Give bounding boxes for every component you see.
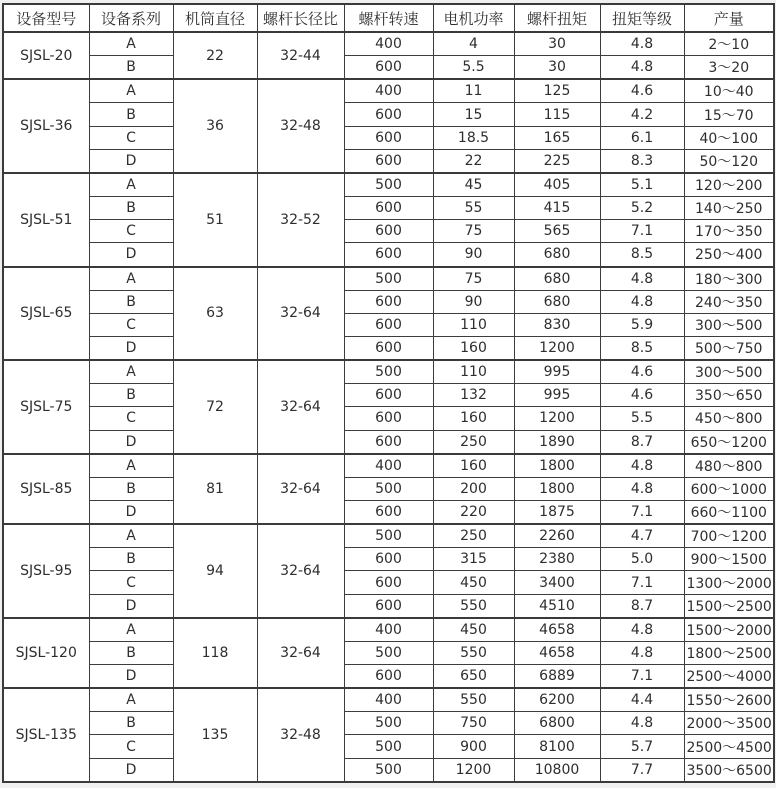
speed-cell: 600 (344, 384, 433, 407)
table-row (3, 477, 774, 500)
torque-cell: 165 (514, 126, 600, 149)
torque-cell: 565 (514, 220, 600, 243)
ld-ratio-cell: 32-48 (257, 79, 344, 173)
output-cell: 350～650 (684, 384, 774, 407)
torque-cell: 225 (514, 149, 600, 173)
power-cell: 4 (433, 32, 514, 56)
grade-cell: 4.8 (600, 267, 684, 291)
speed-cell: 600 (344, 571, 433, 594)
grade-cell: 8.7 (600, 430, 684, 454)
speed-cell: 400 (344, 618, 433, 642)
table-row (3, 360, 774, 384)
ld-ratio-cell: 32-52 (257, 173, 344, 267)
torque-cell: 115 (514, 103, 600, 126)
table-row (3, 336, 774, 360)
output-cell: 3500～6500 (684, 758, 774, 782)
series-cell: B (89, 641, 173, 664)
model-cell: SJSL-65 (3, 267, 89, 361)
model-cell: SJSL-20 (3, 32, 89, 79)
speed-cell: 600 (344, 665, 433, 689)
table-row (3, 712, 774, 735)
table-row (3, 32, 774, 56)
series-cell: C (89, 220, 173, 243)
series-cell: D (89, 243, 173, 267)
header-row (3, 4, 774, 32)
power-cell: 45 (433, 173, 514, 197)
grade-cell: 5.5 (600, 407, 684, 430)
series-cell: C (89, 313, 173, 336)
header-barrel-diameter: 机筒直径 (173, 4, 257, 32)
grade-cell: 4.8 (600, 290, 684, 313)
series-cell: B (89, 290, 173, 313)
grade-cell: 5.2 (600, 197, 684, 220)
output-cell: 500～750 (684, 336, 774, 360)
speed-cell: 600 (344, 197, 433, 220)
barrel-diameter-cell: 22 (173, 32, 257, 79)
table-row (3, 197, 774, 220)
table-row (3, 267, 774, 291)
series-cell: C (89, 407, 173, 430)
grade-cell: 8.3 (600, 149, 684, 173)
torque-cell: 2260 (514, 524, 600, 548)
ld-ratio-cell: 32-64 (257, 454, 344, 524)
grade-cell: 4.4 (600, 688, 684, 712)
grade-cell: 4.8 (600, 712, 684, 735)
power-cell: 75 (433, 220, 514, 243)
barrel-diameter-cell: 63 (173, 267, 257, 361)
table-row (3, 243, 774, 267)
model-cell: SJSL-135 (3, 688, 89, 782)
series-cell: B (89, 197, 173, 220)
grade-cell: 5.1 (600, 173, 684, 197)
table-row (3, 594, 774, 618)
speed-cell: 600 (344, 103, 433, 126)
output-cell: 180～300 (684, 267, 774, 291)
power-cell: 550 (433, 641, 514, 664)
speed-cell: 600 (344, 336, 433, 360)
power-cell: 650 (433, 665, 514, 689)
output-cell: 50～120 (684, 149, 774, 173)
model-cell: SJSL-51 (3, 173, 89, 267)
grade-cell: 8.5 (600, 243, 684, 267)
ld-ratio-cell: 32-64 (257, 618, 344, 688)
torque-cell: 6800 (514, 712, 600, 735)
series-cell: D (89, 758, 173, 782)
grade-cell: 4.8 (600, 618, 684, 642)
ld-ratio-cell: 32-48 (257, 688, 344, 782)
torque-cell: 1200 (514, 407, 600, 430)
series-cell: D (89, 500, 173, 524)
ld-ratio-cell: 32-64 (257, 360, 344, 454)
output-cell: 1500～2000 (684, 618, 774, 642)
torque-cell: 1875 (514, 500, 600, 524)
torque-cell: 30 (514, 32, 600, 56)
table-row (3, 56, 774, 80)
output-cell: 300～500 (684, 360, 774, 384)
power-cell: 55 (433, 197, 514, 220)
ld-ratio-cell: 32-64 (257, 524, 344, 618)
grade-cell: 7.1 (600, 500, 684, 524)
torque-cell: 4658 (514, 641, 600, 664)
series-cell: B (89, 548, 173, 571)
power-cell: 250 (433, 524, 514, 548)
model-cell: SJSL-95 (3, 524, 89, 618)
output-cell: 1550～2600 (684, 688, 774, 712)
table-row (3, 758, 774, 782)
header-torque-grade: 扭矩等级 (600, 4, 684, 32)
speed-cell: 500 (344, 758, 433, 782)
table-row (3, 290, 774, 313)
series-cell: A (89, 267, 173, 291)
header-screw-speed: 螺杆转速 (344, 4, 433, 32)
series-cell: B (89, 477, 173, 500)
output-cell: 140～250 (684, 197, 774, 220)
torque-cell: 1800 (514, 477, 600, 500)
power-cell: 110 (433, 360, 514, 384)
series-cell: A (89, 79, 173, 103)
power-cell: 160 (433, 454, 514, 478)
output-cell: 170～350 (684, 220, 774, 243)
speed-cell: 500 (344, 173, 433, 197)
output-cell: 450～800 (684, 407, 774, 430)
output-cell: 40～100 (684, 126, 774, 149)
power-cell: 90 (433, 290, 514, 313)
torque-cell: 1800 (514, 454, 600, 478)
table-row (3, 173, 774, 197)
series-cell: D (89, 594, 173, 618)
torque-cell: 125 (514, 79, 600, 103)
series-cell: A (89, 173, 173, 197)
table-row (3, 548, 774, 571)
power-cell: 15 (433, 103, 514, 126)
output-cell: 600～1000 (684, 477, 774, 500)
table-row (3, 524, 774, 548)
grade-cell: 7.1 (600, 220, 684, 243)
grade-cell: 4.2 (600, 103, 684, 126)
output-cell: 480～800 (684, 454, 774, 478)
grade-cell: 5.9 (600, 313, 684, 336)
table-row (3, 618, 774, 642)
output-cell: 2500～4500 (684, 735, 774, 758)
table-body (3, 32, 774, 782)
grade-cell: 4.8 (600, 56, 684, 80)
torque-cell: 6889 (514, 665, 600, 689)
torque-cell: 8100 (514, 735, 600, 758)
speed-cell: 500 (344, 712, 433, 735)
series-cell: A (89, 524, 173, 548)
series-cell: C (89, 571, 173, 594)
speed-cell: 600 (344, 548, 433, 571)
power-cell: 110 (433, 313, 514, 336)
power-cell: 450 (433, 618, 514, 642)
table-row (3, 641, 774, 664)
grade-cell: 4.8 (600, 32, 684, 56)
power-cell: 450 (433, 571, 514, 594)
table-row (3, 149, 774, 173)
series-cell: B (89, 384, 173, 407)
table-row (3, 665, 774, 689)
header-ld-ratio: 螺杆长径比 (257, 4, 344, 32)
grade-cell: 4.8 (600, 477, 684, 500)
speed-cell: 500 (344, 735, 433, 758)
table-row (3, 384, 774, 407)
speed-cell: 500 (344, 641, 433, 664)
output-cell: 3～20 (684, 56, 774, 80)
series-cell: B (89, 56, 173, 80)
output-cell: 15～70 (684, 103, 774, 126)
model-cell: SJSL-75 (3, 360, 89, 454)
speed-cell: 600 (344, 243, 433, 267)
torque-cell: 680 (514, 290, 600, 313)
table-row (3, 126, 774, 149)
power-cell: 550 (433, 688, 514, 712)
power-cell: 90 (433, 243, 514, 267)
speed-cell: 600 (344, 407, 433, 430)
barrel-diameter-cell: 72 (173, 360, 257, 454)
grade-cell: 4.6 (600, 79, 684, 103)
output-cell: 2～10 (684, 32, 774, 56)
header-motor-power: 电机功率 (433, 4, 514, 32)
barrel-diameter-cell: 135 (173, 688, 257, 782)
series-cell: A (89, 454, 173, 478)
output-cell: 300～500 (684, 313, 774, 336)
output-cell: 120～200 (684, 173, 774, 197)
barrel-diameter-cell: 118 (173, 618, 257, 688)
power-cell: 550 (433, 594, 514, 618)
speed-cell: 500 (344, 360, 433, 384)
power-cell: 132 (433, 384, 514, 407)
table-header (3, 4, 774, 32)
table-row (3, 103, 774, 126)
power-cell: 11 (433, 79, 514, 103)
output-cell: 240～350 (684, 290, 774, 313)
grade-cell: 6.1 (600, 126, 684, 149)
speed-cell: 600 (344, 430, 433, 454)
grade-cell: 4.7 (600, 524, 684, 548)
torque-cell: 405 (514, 173, 600, 197)
series-cell: A (89, 360, 173, 384)
series-cell: C (89, 126, 173, 149)
table-row (3, 430, 774, 454)
power-cell: 160 (433, 407, 514, 430)
speed-cell: 600 (344, 149, 433, 173)
torque-cell: 680 (514, 267, 600, 291)
table-row (3, 454, 774, 478)
barrel-diameter-cell: 81 (173, 454, 257, 524)
speed-cell: 400 (344, 688, 433, 712)
power-cell: 220 (433, 500, 514, 524)
torque-cell: 680 (514, 243, 600, 267)
grade-cell: 5.0 (600, 548, 684, 571)
speed-cell: 600 (344, 126, 433, 149)
power-cell: 315 (433, 548, 514, 571)
table-row (3, 500, 774, 524)
table-row (3, 735, 774, 758)
torque-cell: 830 (514, 313, 600, 336)
series-cell: A (89, 618, 173, 642)
torque-cell: 30 (514, 56, 600, 80)
equipment-spec-table (2, 3, 775, 783)
power-cell: 250 (433, 430, 514, 454)
power-cell: 900 (433, 735, 514, 758)
torque-cell: 995 (514, 384, 600, 407)
speed-cell: 500 (344, 267, 433, 291)
barrel-diameter-cell: 94 (173, 524, 257, 618)
header-series: 设备系列 (89, 4, 173, 32)
speed-cell: 600 (344, 290, 433, 313)
torque-cell: 6200 (514, 688, 600, 712)
series-cell: D (89, 665, 173, 689)
power-cell: 5.5 (433, 56, 514, 80)
output-cell: 2000～3500 (684, 712, 774, 735)
power-cell: 750 (433, 712, 514, 735)
grade-cell: 7.7 (600, 758, 684, 782)
speed-cell: 400 (344, 79, 433, 103)
series-cell: B (89, 103, 173, 126)
torque-cell: 415 (514, 197, 600, 220)
table-row (3, 407, 774, 430)
ld-ratio-cell: 32-44 (257, 32, 344, 79)
series-cell: C (89, 735, 173, 758)
grade-cell: 7.1 (600, 665, 684, 689)
table-row (3, 220, 774, 243)
torque-cell: 3400 (514, 571, 600, 594)
grade-cell: 4.6 (600, 384, 684, 407)
speed-cell: 600 (344, 56, 433, 80)
series-cell: B (89, 712, 173, 735)
power-cell: 160 (433, 336, 514, 360)
speed-cell: 600 (344, 500, 433, 524)
model-cell: SJSL-85 (3, 454, 89, 524)
output-cell: 650～1200 (684, 430, 774, 454)
barrel-diameter-cell: 51 (173, 173, 257, 267)
grade-cell: 7.1 (600, 571, 684, 594)
grade-cell: 4.6 (600, 360, 684, 384)
output-cell: 700～1200 (684, 524, 774, 548)
grade-cell: 5.7 (600, 735, 684, 758)
header-output: 产量 (684, 4, 774, 32)
torque-cell: 4510 (514, 594, 600, 618)
power-cell: 18.5 (433, 126, 514, 149)
table-row (3, 79, 774, 103)
torque-cell: 2380 (514, 548, 600, 571)
speed-cell: 400 (344, 32, 433, 56)
output-cell: 2500～4000 (684, 665, 774, 689)
series-cell: D (89, 430, 173, 454)
table-row (3, 571, 774, 594)
series-cell: D (89, 336, 173, 360)
grade-cell: 8.7 (600, 594, 684, 618)
power-cell: 200 (433, 477, 514, 500)
output-cell: 250～400 (684, 243, 774, 267)
ld-ratio-cell: 32-64 (257, 267, 344, 361)
speed-cell: 600 (344, 594, 433, 618)
torque-cell: 1890 (514, 430, 600, 454)
series-cell: A (89, 32, 173, 56)
header-model: 设备型号 (3, 4, 89, 32)
speed-cell: 500 (344, 477, 433, 500)
table-row (3, 688, 774, 712)
output-cell: 1800～2500 (684, 641, 774, 664)
grade-cell: 4.8 (600, 454, 684, 478)
model-cell: SJSL-36 (3, 79, 89, 173)
power-cell: 1200 (433, 758, 514, 782)
barrel-diameter-cell: 36 (173, 79, 257, 173)
output-cell: 10～40 (684, 79, 774, 103)
grade-cell: 4.8 (600, 641, 684, 664)
torque-cell: 10800 (514, 758, 600, 782)
header-screw-torque: 螺杆扭矩 (514, 4, 600, 32)
output-cell: 1500～2500 (684, 594, 774, 618)
table-row (3, 313, 774, 336)
torque-cell: 1200 (514, 336, 600, 360)
output-cell: 660～1100 (684, 500, 774, 524)
torque-cell: 995 (514, 360, 600, 384)
output-cell: 1300～2000 (684, 571, 774, 594)
power-cell: 22 (433, 149, 514, 173)
grade-cell: 8.5 (600, 336, 684, 360)
speed-cell: 400 (344, 454, 433, 478)
model-cell: SJSL-120 (3, 618, 89, 688)
output-cell: 900～1500 (684, 548, 774, 571)
speed-cell: 500 (344, 524, 433, 548)
torque-cell: 4658 (514, 618, 600, 642)
series-cell: D (89, 149, 173, 173)
series-cell: A (89, 688, 173, 712)
speed-cell: 600 (344, 313, 433, 336)
power-cell: 75 (433, 267, 514, 291)
speed-cell: 600 (344, 220, 433, 243)
